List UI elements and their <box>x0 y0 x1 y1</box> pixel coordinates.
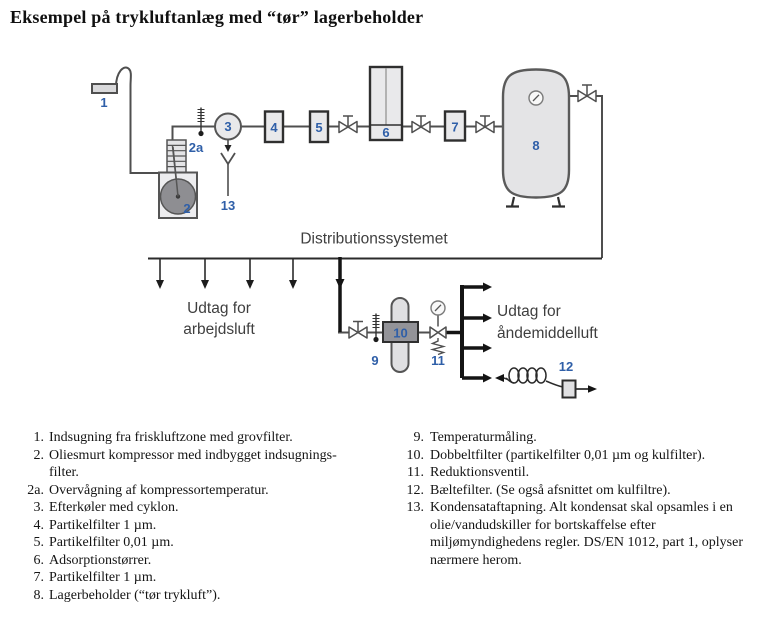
shutoff-valve-icon <box>349 322 367 339</box>
legend-item-number: 11. <box>407 465 424 480</box>
legend-item <box>397 499 769 569</box>
legend-item-text: Bæltefilter. (Se også afsnittet om kulfiltre). <box>430 482 671 498</box>
belt-filter <box>563 381 598 398</box>
legend-item-number: 12. <box>406 482 424 498</box>
shutoff-valve-icon <box>412 116 430 133</box>
legend-item <box>18 447 361 482</box>
temperature-probe-icon <box>373 314 380 343</box>
shutoff-valve-icon <box>339 116 357 133</box>
legend-item <box>18 587 361 605</box>
legend <box>18 429 769 604</box>
legend-item-text: Temperaturmåling. <box>430 430 537 445</box>
legend-item <box>18 517 361 535</box>
number-1: 1 <box>100 95 108 110</box>
breathing-air-label-line2: åndemiddelluft <box>497 325 598 342</box>
breathing-air-label-line1: Udtag for <box>497 303 561 320</box>
legend-item <box>18 429 361 447</box>
legend-item <box>18 499 361 517</box>
legend-item-number: 2a. <box>27 482 44 498</box>
number-5: 5 <box>315 120 323 135</box>
page-title: Eksempel på trykluftanlæg med “tør” lagerbeholder <box>10 7 424 27</box>
legend-item-text: Reduktionsventil. <box>430 465 530 480</box>
legend-item <box>18 482 361 500</box>
number-4: 4 <box>270 120 278 135</box>
legend-item-number: 13. <box>406 500 424 515</box>
legend-item-text: Dobbeltfilter (partikelfilter 0,01 µm og kulfilter). <box>430 447 706 463</box>
legend-item <box>18 569 361 587</box>
number-10: 10 <box>393 325 408 341</box>
legend-item-number: 5. <box>33 535 44 550</box>
legend-item <box>18 534 361 552</box>
legend-item <box>397 482 769 500</box>
legend-item <box>397 429 769 447</box>
legend-item-text: Adsorptionstørrer. <box>49 552 152 568</box>
work-air-label-line1: Udtag for <box>187 300 251 317</box>
legend-item-number: 3. <box>33 500 44 515</box>
legend-item-text: Overvågning af kompressortemperatur. <box>49 482 269 498</box>
legend-column-left <box>18 429 361 604</box>
temperature-probe-icon <box>198 108 205 137</box>
distribution-label: Distributionssystemet <box>300 230 448 248</box>
number-11: 11 <box>431 353 445 368</box>
legend-item <box>397 464 769 482</box>
legend-item-text: Lagerbeholder (“tør trykluft”). <box>49 587 221 603</box>
number-8: 8 <box>532 138 540 153</box>
legend-item-text: Oliesmurt kompressor med indbygget indsugnings-filter. <box>49 447 337 480</box>
legend-item <box>397 447 769 465</box>
pressure-gauge-icon <box>529 91 543 105</box>
number-3: 3 <box>224 119 232 134</box>
work-air-outlet-arrows <box>156 258 297 289</box>
shutoff-valve-icon <box>476 116 494 133</box>
legend-item-text: Efterkøler med cyklon. <box>49 500 179 515</box>
shutoff-valve-icon <box>578 85 596 102</box>
legend-item-number: 10. <box>406 447 424 463</box>
number-2a: 2a <box>188 140 204 155</box>
legend-item-number: 4. <box>33 517 44 533</box>
legend-item-number: 7. <box>33 570 44 585</box>
legend-item <box>18 552 361 570</box>
number-12: 12 <box>558 359 574 374</box>
breathing-air-branch <box>336 257 493 383</box>
legend-item-number: 8. <box>33 587 44 603</box>
reduction-valve <box>430 301 446 355</box>
intake-filter <box>92 84 117 93</box>
legend-item-text: Partikelfilter 1 µm. <box>49 570 157 585</box>
work-air-label-line2: arbejdsluft <box>183 321 255 338</box>
legend-item-text: Kondensataftapning. Alt kondensat skal opsamles i en olie/vandudskiller for bortskaffelse efter miljømyndighedens regler. DS/EN 1012, part 1, oplyser nærmere herom. <box>430 500 744 568</box>
legend-item-number: 2. <box>33 447 44 463</box>
number-13: 13 <box>220 198 236 213</box>
pressure-gauge-icon <box>431 301 445 315</box>
number-2: 2 <box>183 201 191 216</box>
number-9: 9 <box>371 353 379 368</box>
legend-item-text: Partikelfilter 1 µm. <box>49 517 157 533</box>
legend-item-number: 1. <box>33 430 44 445</box>
number-6: 6 <box>382 125 390 140</box>
legend-item-number: 9. <box>413 430 424 445</box>
number-7: 7 <box>451 119 459 135</box>
legend-item-text: Partikelfilter 0,01 µm. <box>49 535 174 550</box>
legend-item-number: 6. <box>33 552 44 568</box>
legend-item-text: Indsugning fra friskluftzone med grovfilter. <box>49 430 293 445</box>
legend-column-right <box>397 429 769 604</box>
hose-coil-icon <box>506 368 563 387</box>
